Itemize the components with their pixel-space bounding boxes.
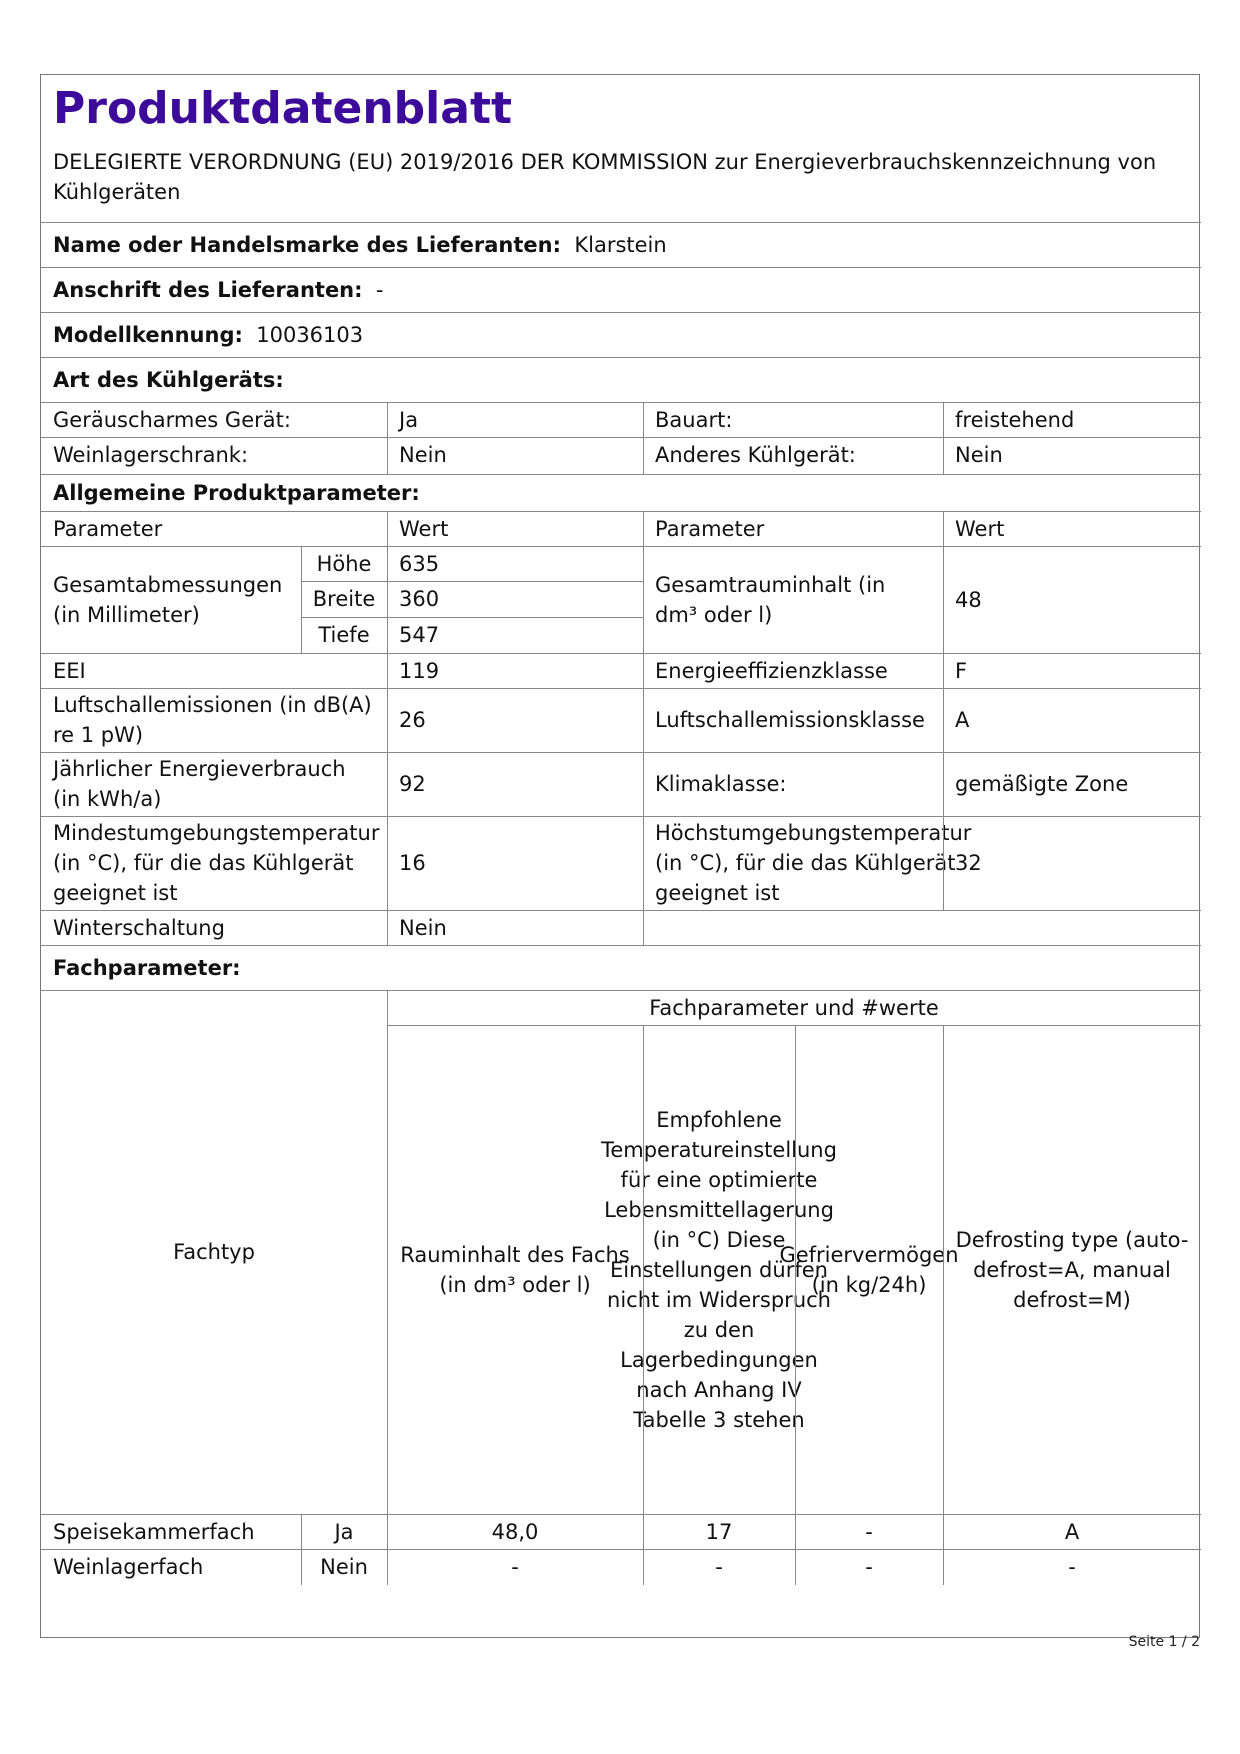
total-volume-value: 48	[955, 587, 982, 612]
wine-cabinet-value: Nein	[399, 442, 447, 467]
model-label: Modellkennung:	[53, 322, 243, 347]
noise-class-label: Luftschallemissionsklasse	[655, 708, 925, 732]
dimension-height-value: 635	[399, 551, 440, 576]
compartment-type: Speisekammerfach	[53, 1519, 255, 1544]
climate-class-value: gemäßigte Zone	[955, 772, 1129, 796]
col-temp-header: Empfohlene Temperatureinstellung für eine optimierte Lebensmittellagerung (in °C) Diese Einstellungen dürfen nicht im Widerspruch zu den Lagerbedingungen nach Anhang IV Tabelle 3 stehen	[601, 1107, 837, 1432]
compartment-type: Weinlagerfach	[53, 1555, 204, 1579]
col-parameter-header: Parameter	[53, 516, 163, 541]
compartment-freeze: -	[865, 1519, 873, 1544]
supplier-address-label: Anschrift des Lieferanten:	[53, 277, 363, 302]
eei-label: EEI	[53, 658, 86, 683]
annual-energy-value: 92	[399, 772, 426, 796]
model-value: 10036103	[256, 322, 364, 347]
noise-class-value: A	[955, 708, 970, 732]
noise-value: 26	[399, 708, 426, 732]
general-heading: Allgemeine Produktparameter:	[53, 480, 420, 505]
compartment-present: Nein	[320, 1555, 368, 1579]
supplier-address-row	[41, 267, 1201, 312]
min-temp-label: Mindestumgebungstemperatur (in °C), für die das Kühlgerät geeignet ist	[53, 821, 380, 905]
total-volume-label: Gesamtrauminhalt (in dm³ oder l)	[655, 572, 886, 627]
climate-class-label: Klimaklasse:	[655, 772, 787, 796]
energy-class-label: Energieeffizienzklasse	[655, 658, 888, 683]
compartment-volume: -	[511, 1555, 519, 1579]
energy-class-value: F	[955, 658, 968, 683]
dimension-height-label: Höhe	[316, 551, 372, 576]
compartment-temp: 17	[705, 1519, 733, 1544]
design-type-value: freistehend	[955, 407, 1075, 432]
group-header: Fachparameter und #werte	[649, 995, 939, 1020]
other-appliance-value: Nein	[955, 442, 1003, 467]
compartment-defrost: -	[1068, 1555, 1076, 1579]
col-defrost-header: Defrosting type (auto-defrost=A, manual defrost=M)	[955, 1227, 1189, 1312]
min-temp-value: 16	[399, 851, 426, 875]
dimension-depth-label: Tiefe	[318, 623, 370, 647]
max-temp-label: Höchstumgebungstemperatur (in °C), für die das Kühlgerät geeignet ist	[655, 821, 972, 905]
low-noise-value: Ja	[399, 407, 419, 432]
data-sheet	[40, 74, 1200, 1638]
compartments-heading: Fachparameter:	[53, 955, 241, 980]
winter-switch-value: Nein	[399, 915, 447, 940]
regulation-text: DELEGIERTE VERORDNUNG (EU) 2019/2016 DER KOMMISSION zur Energieverbrauchskennzeichnung von Kühlgeräten	[53, 150, 1157, 204]
col-volume-header: Rauminhalt des Fachs (in dm³ oder l)	[400, 1242, 630, 1297]
eei-value: 119	[399, 658, 440, 683]
supplier-name-value: Klarstein	[574, 232, 667, 257]
model-row	[41, 312, 1201, 357]
supplier-name-label: Name oder Handelsmarke des Lieferanten:	[53, 232, 561, 257]
col-value-header: Wert	[399, 516, 449, 541]
annual-energy-label: Jährlicher Energieverbrauch (in kWh/a)	[53, 757, 346, 811]
noise-label: Luftschallemissionen (in dB(A) re 1 pW)	[53, 693, 372, 747]
compartment-temp: -	[715, 1555, 723, 1579]
col-freeze-header: Gefriervermögen (in kg/24h)	[779, 1242, 959, 1297]
compartment-present: Ja	[334, 1519, 354, 1544]
other-appliance-label: Anderes Kühlgerät:	[655, 442, 856, 467]
compartment-freeze: -	[865, 1555, 873, 1579]
winter-switch-label: Winterschaltung	[53, 915, 225, 940]
wine-cabinet-label: Weinlagerschrank:	[53, 442, 249, 467]
dimension-depth-value: 547	[399, 623, 440, 647]
dimensions-label: Gesamtabmessungen (in Millimeter)	[53, 572, 283, 627]
page-title: Produktdatenblatt	[53, 83, 513, 134]
page-number: Seite 1 / 2	[1128, 1634, 1200, 1650]
appliance-type-heading: Art des Kühlgeräts:	[53, 367, 284, 392]
dimension-width-value: 360	[399, 587, 440, 611]
col-value-header-2: Wert	[955, 516, 1005, 541]
supplier-address-value: -	[375, 277, 384, 302]
col-fachtyp-header: Fachtyp	[173, 1240, 255, 1264]
col-parameter-header-2: Parameter	[655, 516, 765, 541]
compartment-volume: 48,0	[491, 1519, 539, 1544]
design-type-label: Bauart:	[655, 407, 733, 432]
dimension-width-label: Breite	[312, 587, 376, 611]
low-noise-label: Geräuscharmes Gerät:	[53, 407, 291, 432]
compartment-defrost: A	[1064, 1519, 1080, 1544]
supplier-name-row	[41, 222, 1201, 267]
max-temp-value: 32	[955, 851, 982, 875]
